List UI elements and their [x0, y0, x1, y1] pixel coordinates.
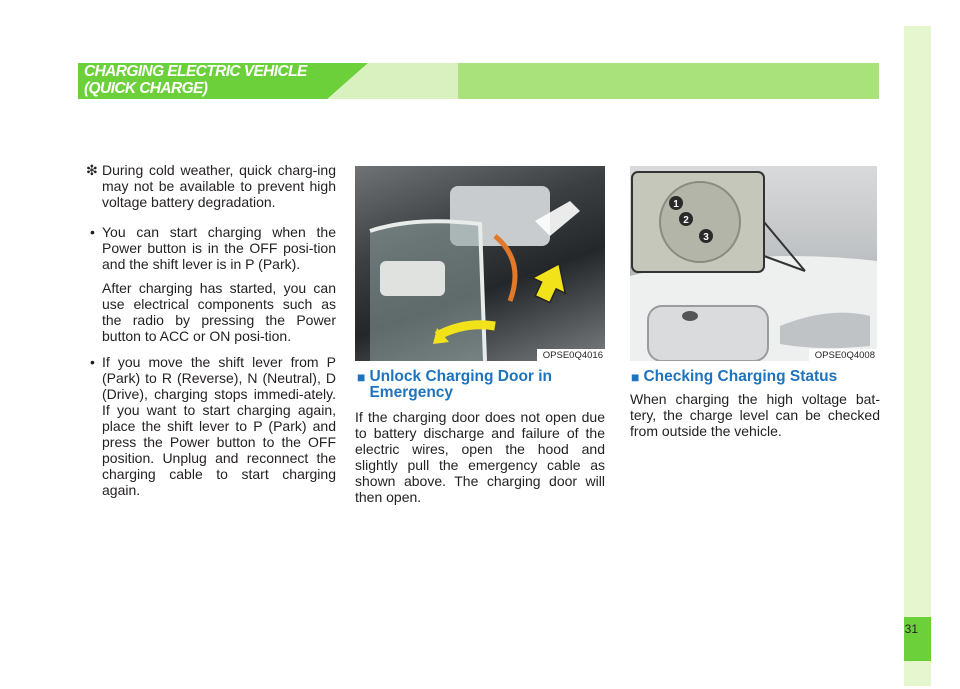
section-heading-text: Unlock Charging Door in Emergency [369, 368, 553, 401]
section-header [78, 63, 879, 99]
note-icon: ❇ [86, 162, 98, 178]
bullet1-paragraph2: After charging has started, you can use electrical components such as the radio by pressing the Power button to ACC or ON posi-tion. [102, 280, 336, 344]
front-grille [648, 306, 768, 361]
section-heading-emergency [357, 369, 607, 401]
left-column [86, 162, 336, 508]
figure-caption: OPSE0Q4016 [537, 349, 605, 361]
header-title [84, 63, 364, 97]
charging-status-body-text: When charging the high voltage bat-tery, the charge level can be checked from outside the vehicle. [630, 391, 880, 439]
figure-caption: OPSE0Q4008 [809, 349, 877, 361]
cold-weather-note [86, 162, 336, 210]
bullet1-paragraph1: You can start charging when the Power button is in the OFF posi-tion and the shift lever is in P (Park). [102, 224, 336, 272]
header-band-right [458, 63, 879, 99]
section-heading-charging-status [631, 369, 881, 385]
bullet-item [86, 354, 336, 498]
charging-port-cap [660, 182, 740, 262]
bullet-icon: • [90, 354, 95, 370]
note-text: During cold weather, quick charg-ing may not be available to prevent high voltage battery degradation. [102, 162, 336, 210]
page-number: 31 [904, 622, 918, 636]
header-title-line2: (QUICK CHARGE) [84, 80, 208, 97]
engine-bay-illustration [355, 166, 605, 361]
callout-3-label: 3 [703, 232, 709, 243]
hood-emergency-cable-photo [355, 166, 605, 361]
callout-2-label: 2 [683, 215, 689, 226]
yellow-arrow-icon [526, 256, 575, 307]
heading-square-icon: ■ [631, 369, 640, 385]
section-heading-text: Checking Charging Status [643, 368, 838, 385]
callout-1-label: 1 [673, 199, 679, 210]
vehicle-front-illustration [630, 166, 877, 361]
bullet-icon: • [90, 224, 95, 240]
heading-square-icon: ■ [357, 369, 366, 385]
charge-level-indicator-photo [630, 166, 877, 361]
header-title-line1: CHARGING ELECTRIC VEHICLE [84, 63, 307, 80]
bullet-item [86, 224, 336, 344]
headlight-shape [380, 261, 445, 296]
emergency-body-text: If the charging door does not open due to battery discharge and failure of the electric wires, open the hood and slightly pull the emergency cable as shown above. The charging door will then open. [355, 409, 605, 505]
brand-emblem-icon [682, 311, 698, 321]
bullet2-paragraph: If you move the shift lever from P (Park) to R (Reverse), N (Neutral), D (Drive), charging stops immedi-ately. If you want to start charging again, place the shift lever to P (Park) and press the Power button to the OFF position. Unplug and reconnect the charging cable to start charging again. [102, 354, 336, 498]
side-color-bar [904, 26, 931, 686]
